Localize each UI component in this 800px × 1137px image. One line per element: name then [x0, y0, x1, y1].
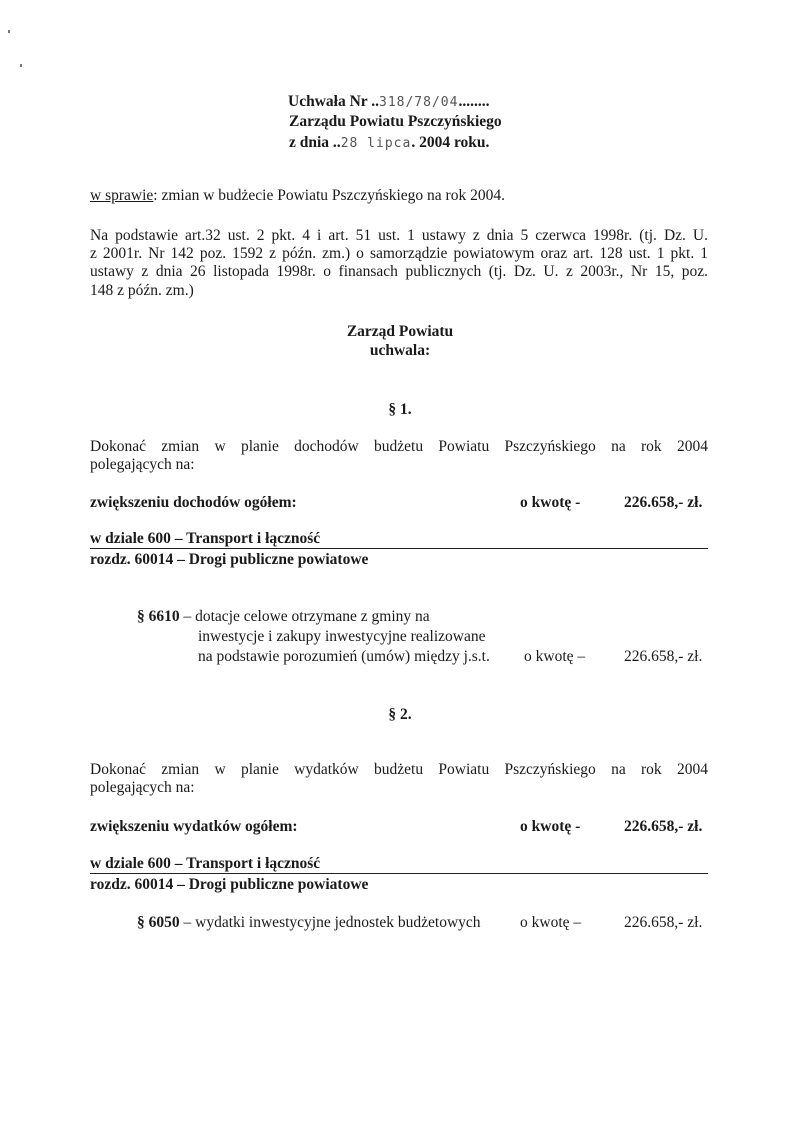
section-1-title: § 1.	[388, 401, 412, 418]
scan-speck	[20, 64, 22, 67]
section-1-total-kwota: o kwotę -	[520, 494, 581, 511]
section-2-title: § 2.	[388, 706, 412, 723]
section-2-intro-line-2: polegających na:	[90, 779, 195, 796]
section-2-intro-line-1: Dokonać zmian w planie wydatków budżetu Powiatu Pszczyńskiego na rok 2004	[90, 761, 708, 778]
section-2-total-kwota: o kwotę -	[520, 818, 581, 835]
legal-basis-line-2: z 2001r. Nr 142 poz. 1592 z późn. zm.) o samorządzie powiatowym oraz art. 128 ust. 1 pkt. 1	[90, 245, 708, 262]
section-2-rule	[90, 873, 708, 874]
section-1-paragraph-text-1: – dotacje celowe otrzymane z gminy na	[179, 608, 430, 625]
resolution-resolves-heading: uchwala:	[369, 342, 431, 359]
resolution-date: 28 lipca	[340, 136, 412, 151]
date-suffix: . 2004 roku.	[411, 134, 490, 151]
section-1-total-label: zwiększeniu dochodów ogółem:	[90, 494, 297, 511]
section-1-intro-line-1: Dokonać zmian w planie dochodów budżetu Powiatu Pszczyńskiego na rok 2004	[90, 438, 708, 455]
section-2-paragraph-code: § 6050	[137, 914, 180, 931]
section-1-paragraph-code: § 6610	[137, 608, 180, 625]
board-name: Zarządu Powiatu Pszczyńskiego	[289, 113, 502, 130]
subject-label: w sprawie	[90, 187, 154, 204]
section-1-total-amount: 226.658,- zł.	[624, 494, 703, 511]
legal-basis-line-3: ustawy z dnia 26 listopada 1998r. o finansach publicznych (tj. Dz. U. z 2003r., Nr 15, poz.	[90, 263, 708, 280]
section-1-paragraph-line-3: na podstawie porozumień (umów) między j.s.t.	[198, 648, 490, 665]
section-1-intro-line-2: polegających na:	[90, 456, 195, 473]
resolution-board-heading: Zarząd Powiatu	[346, 323, 454, 340]
section-2-paragraph-text-1: – wydatki inwestycyjne jednostek budżetowych	[179, 914, 481, 931]
scan-speck	[8, 30, 10, 33]
legal-basis-line-1: Na podstawie art.32 ust. 2 pkt. 4 i art. 51 ust. 1 ustawy z dnia 5 czerwca 1998r. (tj. Dz. U.	[90, 227, 708, 244]
resolution-number-dots: ........	[458, 93, 490, 110]
subject-line	[90, 187, 505, 205]
section-1-paragraph-amount: 226.658,- zł.	[624, 648, 703, 665]
resolution-number: 318/78/04	[379, 95, 459, 110]
resolution-number-prefix: Uchwała Nr ..	[288, 93, 379, 110]
section-1-paragraph-line-1	[137, 608, 430, 626]
section-1-paragraph-kwota: o kwotę –	[524, 648, 586, 665]
section-2-paragraph-kwota: o kwotę –	[520, 914, 582, 931]
date-prefix: z dnia ..	[289, 134, 341, 151]
section-2-paragraph-line-1	[137, 914, 481, 932]
section-1-paragraph-line-2: inwestycje i zakupy inwestycyjne realizowane	[198, 628, 486, 645]
section-2-dzial: w dziale 600 – Transport i łączność	[90, 855, 321, 872]
section-2-total-amount: 226.658,- zł.	[624, 818, 703, 835]
section-2-rozdz: rozdz. 60014 – Drogi publiczne powiatowe	[90, 876, 369, 893]
subject-text: : zmian w budżecie Powiatu Pszczyńskiego na rok 2004.	[153, 187, 505, 204]
section-1-rozdz: rozdz. 60014 – Drogi publiczne powiatowe	[90, 551, 369, 568]
section-2-paragraph-amount: 226.658,- zł.	[624, 914, 703, 931]
resolution-number-line	[288, 93, 489, 112]
section-1-dzial: w dziale 600 – Transport i łączność	[90, 530, 321, 547]
section-2-total-label: zwiększeniu wydatków ogółem:	[90, 818, 298, 835]
resolution-date-line	[289, 134, 489, 153]
legal-basis-line-4: 148 z późn. zm.)	[90, 282, 194, 299]
section-1-rule	[90, 548, 708, 549]
